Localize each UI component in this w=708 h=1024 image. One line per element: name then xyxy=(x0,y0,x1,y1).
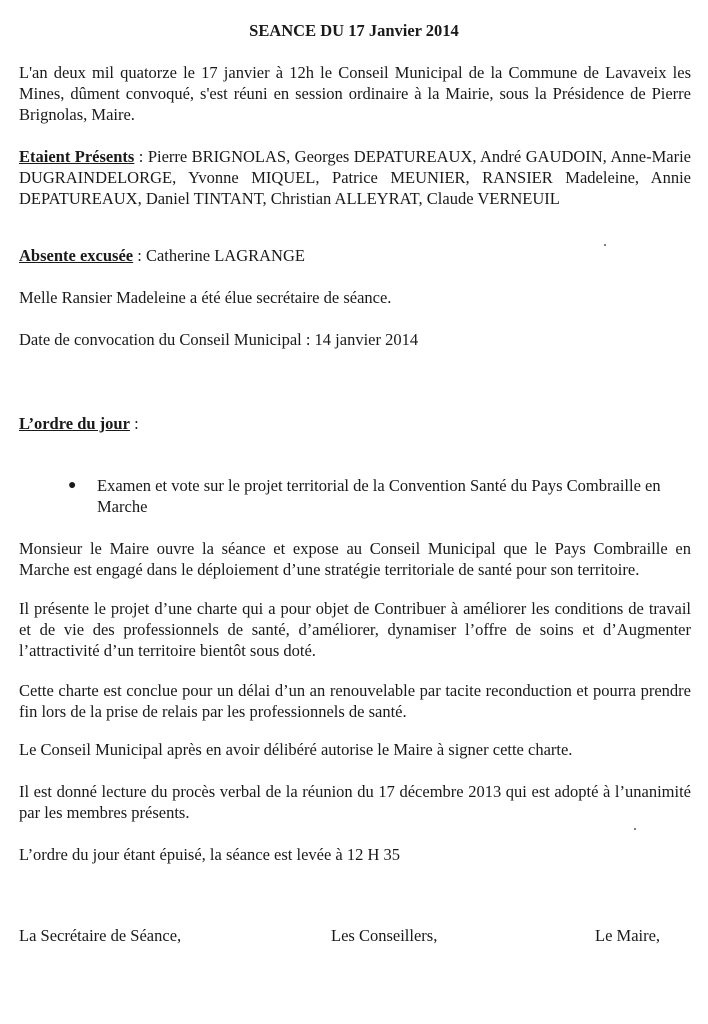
scan-speck xyxy=(634,828,636,830)
ordre-du-jour-label: L’ordre du jour xyxy=(19,414,130,433)
secretaire-paragraph: Melle Ransier Madeleine a été élue secrétaire de séance. xyxy=(19,288,392,307)
intro-paragraph: L'an deux mil quatorze le 17 janvier à 12h le Conseil Municipal de la Commune de Lavaveix les Mines, dûment convoqué, s'est réuni en session ordinaire à la Mairie, sous la Présidence de Pierre Brignolas, Maire. xyxy=(19,63,691,124)
body-paragraph: Il présente le projet d’une charte qui a pour objet de Contribuer à améliorer les conditions de travail et de vie des professionnels de santé, d’améliorer, dynamiser l’offre de soins et d’Augmenter l’attractivité d’un territoire bientôt sous doté. xyxy=(19,599,691,660)
body-paragraph: Il est donné lecture du procès verbal de la réunion du 17 décembre 2013 qui est adopté à l’unanimité par les membres présents. xyxy=(19,782,691,822)
ordre-du-jour-item: Examen et vote sur le projet territorial de la Convention Santé du Pays Combraille en Marche xyxy=(97,476,661,516)
presents-list: : Pierre BRIGNOLAS, Georges DEPATUREAUX, André GAUDOIN, Anne-Marie DUGRAINDELORGE, Yvonne MIQUEL, Patrice MEUNIER, RANSIER Madeleine, Annie DEPATUREAUX, Daniel TINTANT, Christian ALLEYRAT, Claude VERNEUIL xyxy=(19,147,691,208)
presents-label: Etaient Présents xyxy=(19,147,135,166)
page-title: SEANCE DU 17 Janvier 2014 xyxy=(249,21,459,40)
ordre-du-jour-suffix: : xyxy=(129,414,139,433)
absente-paragraph xyxy=(19,245,691,266)
signature-secretaire: La Secrétaire de Séance, xyxy=(19,926,182,945)
ordre-du-jour-heading xyxy=(19,413,691,434)
body-paragraph: Monsieur le Maire ouvre la séance et expose au Conseil Municipal que le Pays Combraille en Marche est engagé dans le déploiement d’une stratégie territoriale de santé pour son territoire. xyxy=(19,539,691,579)
convocation-paragraph: Date de convocation du Conseil Municipal : 14 janvier 2014 xyxy=(19,330,419,349)
body-paragraph: Le Conseil Municipal après en avoir délibéré autorise le Maire à signer cette charte. xyxy=(19,740,573,759)
presents-paragraph xyxy=(19,146,691,209)
signature-conseillers: Les Conseillers, xyxy=(331,926,438,945)
closing-paragraph: L’ordre du jour étant épuisé, la séance est levée à 12 H 35 xyxy=(19,845,401,864)
body-paragraph: Cette charte est conclue pour un délai d’un an renouvelable par tacite reconduction et pourra prendre fin lors de la prise de relais par les professionnels de santé. xyxy=(19,681,691,721)
bullet-icon: ● xyxy=(68,478,77,493)
scan-speck xyxy=(604,244,606,246)
signature-maire: Le Maire, xyxy=(595,926,661,945)
absente-label: Absente excusée xyxy=(19,246,134,265)
absente-name: : Catherine LAGRANGE xyxy=(133,246,305,265)
